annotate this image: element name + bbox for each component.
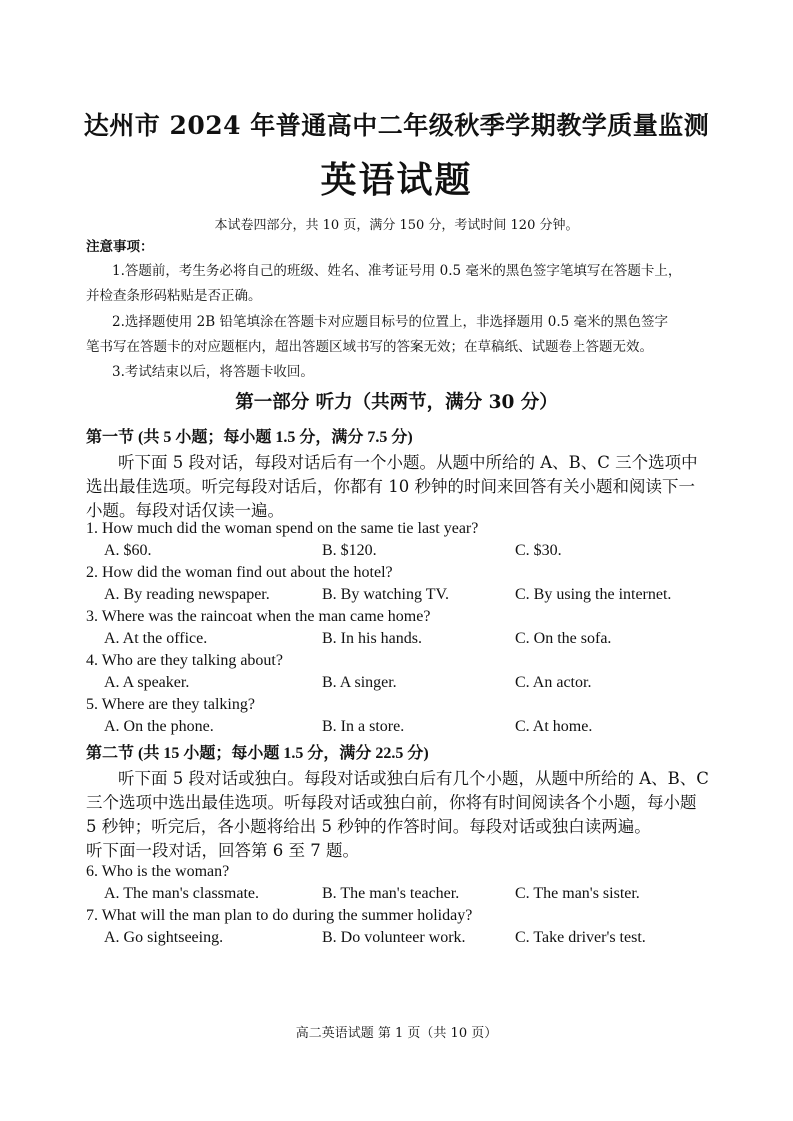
notice-line: 1.答题前，考生务必将自己的班级、姓名、准考证号用 0.5 毫米的黑色签字笔填写在答题卡上， (112, 263, 682, 279)
option-a: A. At the office. (104, 630, 208, 647)
option-a: A. A speaker. (104, 674, 190, 691)
instruction-line: 听下面 5 段对话，每段对话后有一个小题。从题中所给的 A、B、C 三个选项中 (118, 453, 698, 472)
option-c: C. $30. (515, 542, 562, 559)
question-stem: 4. Who are they talking about? (86, 652, 283, 669)
page-footer: 高二英语试题 第 1 页（共 10 页） (295, 1026, 498, 1041)
option-b: B. By watching TV. (322, 586, 449, 603)
subject-title: 英语试题 (320, 159, 473, 201)
notice-line: 3.考试结束以后，将答题卡收回。 (112, 364, 314, 380)
notice-line: 2.选择题使用 2B 铅笔填涂在答题卡对应题目标号的位置上，非选择题用 0.5 毫米的黑色签字 (112, 314, 669, 330)
question-stem: 5. Where are they talking? (86, 696, 255, 713)
option-a: A. The man's classmate. (104, 885, 259, 902)
option-b: B. Do volunteer work. (322, 929, 466, 946)
option-c: C. Take driver's test. (515, 929, 646, 946)
option-c: C. At home. (515, 718, 593, 735)
option-a: A. $60. (104, 542, 152, 559)
option-a: A. On the phone. (104, 718, 214, 735)
option-b: B. A singer. (322, 674, 397, 691)
option-c: C. On the sofa. (515, 630, 612, 647)
exam-title: 达州市 2024 年普通高中二年级秋季学期教学质量监测 (83, 111, 710, 140)
option-a: A. By reading newspaper. (104, 586, 270, 603)
notice-heading: 注意事项： (86, 239, 154, 255)
question-stem: 3. Where was the raincoat when the man came home? (86, 608, 431, 625)
sub-instruction: 听下面一段对话，回答第 6 至 7 题。 (86, 841, 359, 860)
option-b: B. In a store. (322, 718, 405, 735)
exam-info: 本试卷四部分，共 10 页，满分 150 分，考试时间 120 分钟。 (214, 218, 579, 233)
question-stem: 6. Who is the woman? (86, 863, 230, 880)
option-b: B. $120. (322, 542, 377, 559)
instruction-line: 小题。每段对话仅读一遍。 (86, 501, 284, 520)
instruction-line: 5 秒钟；听完后，各小题将给出 5 秒钟的作答时间。每段对话或独白读两遍。 (86, 817, 651, 836)
option-b: B. The man's teacher. (322, 885, 460, 902)
section-title: 第一节 (共 5 小题；每小题 1.5 分，满分 7.5 分) (86, 429, 413, 446)
section-title: 第二节 (共 15 小题；每小题 1.5 分，满分 22.5 分) (86, 745, 429, 762)
part-title: 第一部分 听力（共两节，满分 30 分） (235, 392, 558, 413)
instruction-line: 听下面 5 段对话或独白。每段对话或独白后有几个小题，从题中所给的 A、B、C (118, 769, 709, 788)
question-stem: 1. How much did the woman spend on the same tie last year? (86, 520, 479, 537)
option-a: A. Go sightseeing. (104, 929, 224, 946)
notice-line: 并检查条形码粘贴是否正确。 (86, 288, 262, 304)
question-stem: 2. How did the woman find out about the hotel? (86, 564, 393, 581)
question-stem: 7. What will the man plan to do during the summer holiday? (86, 907, 473, 924)
option-c: C. The man's sister. (515, 885, 640, 902)
instruction-line: 选出最佳选项。听完每段对话后，你都有 10 秒钟的时间来回答有关小题和阅读下一 (86, 477, 695, 496)
notice-line: 笔书写在答题卡的对应题框内，超出答题区域书写的答案无效；在草稿纸、试题卷上答题无效。 (86, 339, 653, 355)
option-c: C. By using the internet. (515, 586, 672, 603)
option-c: C. An actor. (515, 674, 592, 691)
option-b: B. In his hands. (322, 630, 422, 647)
instruction-line: 三个选项中选出最佳选项。听每段对话或独白前，你将有时间阅读各个小题，每小题 (86, 793, 697, 812)
